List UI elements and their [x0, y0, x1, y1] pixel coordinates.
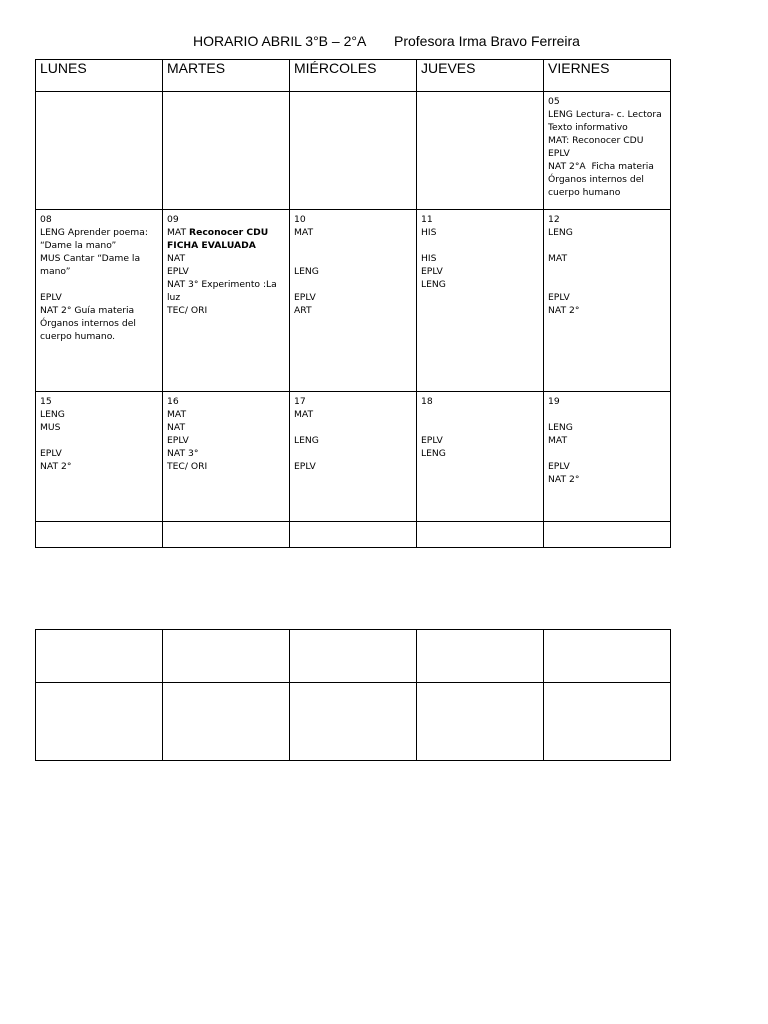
- header-cell-martes: [163, 60, 290, 92]
- cell-line: EPLV: [548, 292, 570, 303]
- header-row: [36, 60, 671, 92]
- header-cell-viernes: [544, 60, 671, 92]
- cell-line: LENG: [421, 279, 446, 290]
- cell-line: [294, 447, 412, 460]
- bold-note: FICHA EVALUADA: [167, 240, 256, 251]
- cell-line: MUS: [40, 422, 61, 433]
- day-label: VIERNES: [548, 60, 610, 76]
- cell-line: NAT 2° Guía materia: [40, 305, 135, 316]
- empty-cell: [290, 92, 417, 210]
- empty-cell: [163, 683, 290, 761]
- cell-line: NAT: [167, 422, 186, 433]
- cell-line: LENG Aprender poema:: [40, 227, 148, 238]
- cell-line: EPLV: [548, 148, 570, 159]
- cell-line: NAT 2°A Ficha materia: [548, 161, 654, 172]
- cell-line: HIS: [421, 227, 437, 238]
- empty-cell: [417, 522, 544, 548]
- cell-line: [294, 252, 412, 265]
- cell-line: EPLV: [294, 461, 316, 472]
- cell-line: NAT 2°: [548, 305, 580, 316]
- cell-line: HIS: [421, 253, 437, 264]
- cell-line: mano”: [40, 266, 71, 277]
- cell-line: “Dame la mano”: [40, 240, 117, 251]
- cell-line: [548, 239, 666, 252]
- date-number: 15: [40, 396, 52, 407]
- cell-line: EPLV: [294, 292, 316, 303]
- cell-line: LENG: [294, 435, 319, 446]
- date-number: 18: [421, 396, 433, 407]
- header-cell-jueves: [417, 60, 544, 92]
- day-cell-08: [36, 210, 163, 392]
- cell-line: Órganos internos del: [40, 318, 136, 329]
- week-row-3: [36, 392, 671, 522]
- cell-line: NAT 3° Experimento :La: [167, 279, 277, 290]
- date-number: 10: [294, 214, 306, 225]
- cell-line: [421, 239, 539, 252]
- day-label: LUNES: [40, 60, 87, 76]
- empty-cell: [544, 630, 671, 683]
- empty-cell: [290, 683, 417, 761]
- bold-topic: Reconocer CDU: [189, 227, 269, 238]
- cell-line: luz: [167, 292, 181, 303]
- cell-line: Texto informativo: [548, 122, 628, 133]
- day-cell-17: [290, 392, 417, 522]
- cell-line: [294, 278, 412, 291]
- cell-line: NAT 3°: [167, 448, 199, 459]
- week-row-4: [36, 522, 671, 548]
- date-number: 19: [548, 396, 560, 407]
- day-cell-19: [544, 392, 671, 522]
- cell-line: EPLV: [167, 266, 189, 277]
- cell-line: MAT: [294, 409, 314, 420]
- week-row-1: [36, 92, 671, 210]
- cell-line: cuerpo humano: [548, 187, 621, 198]
- empty-cell: [544, 522, 671, 548]
- cell-line: MAT: [294, 227, 314, 238]
- day-cell-10: [290, 210, 417, 392]
- cell-line: LENG: [294, 266, 319, 277]
- cell-line: [167, 226, 285, 239]
- cell-line: [167, 239, 285, 252]
- cell-line: EPLV: [40, 292, 62, 303]
- header-cell-lunes: [36, 60, 163, 92]
- empty-cell: [417, 683, 544, 761]
- empty-cell: [36, 92, 163, 210]
- empty-cell: [417, 630, 544, 683]
- empty-cell: [290, 522, 417, 548]
- date-number: 05: [548, 96, 560, 107]
- cell-line: ART: [294, 305, 312, 316]
- cell-line: MAT: Reconocer CDU: [548, 135, 644, 146]
- cell-line: EPLV: [40, 448, 62, 459]
- cell-line: EPLV: [421, 266, 443, 277]
- cell-line: EPLV: [548, 461, 570, 472]
- cell-line: EPLV: [167, 435, 189, 446]
- cell-line: MUS Cantar “Dame la: [40, 253, 141, 264]
- cell-line: [421, 421, 539, 434]
- empty-cell: [36, 522, 163, 548]
- cell-line: cuerpo humano.: [40, 331, 116, 342]
- cell-line: MAT: [548, 253, 568, 264]
- cell-line: NAT: [167, 253, 186, 264]
- day-cell-09: [163, 210, 290, 392]
- cell-line: Órganos internos del: [548, 174, 644, 185]
- empty-table: [35, 629, 671, 761]
- empty-cell: [36, 630, 163, 683]
- empty-cell: [163, 92, 290, 210]
- subject-prefix: MAT: [167, 227, 190, 238]
- day-cell-15: [36, 392, 163, 522]
- cell-line: LENG: [548, 422, 573, 433]
- cell-line: [421, 408, 539, 421]
- schedule-table: [35, 59, 671, 548]
- date-number: 12: [548, 214, 560, 225]
- cell-line: LENG: [421, 448, 446, 459]
- schedule-title: HORARIO ABRIL 3°B – 2°A: [193, 33, 367, 49]
- header-cell-miercoles: [290, 60, 417, 92]
- day-cell-05: [544, 92, 671, 210]
- cell-line: [548, 447, 666, 460]
- day-label: MIÉRCOLES: [294, 60, 377, 76]
- cell-line: MAT: [167, 409, 187, 420]
- date-number: 17: [294, 396, 306, 407]
- empty-cell: [544, 683, 671, 761]
- cell-line: [548, 278, 666, 291]
- day-label: MARTES: [167, 60, 226, 76]
- teacher-name: Profesora Irma Bravo Ferreira: [394, 33, 580, 49]
- empty-cell: [163, 630, 290, 683]
- cell-line: LENG: [548, 227, 573, 238]
- cell-line: [294, 239, 412, 252]
- day-cell-12: [544, 210, 671, 392]
- cell-line: EPLV: [421, 435, 443, 446]
- cell-line: [548, 265, 666, 278]
- cell-line: MAT: [548, 435, 568, 446]
- cell-line: NAT 2°: [40, 461, 72, 472]
- day-label: JUEVES: [421, 60, 476, 76]
- cell-line: [294, 421, 412, 434]
- date-number: 11: [421, 214, 433, 225]
- cell-line: LENG: [40, 409, 65, 420]
- empty-row: [36, 630, 671, 683]
- date-number: 09: [167, 214, 179, 225]
- cell-line: [548, 408, 666, 421]
- date-number: 16: [167, 396, 179, 407]
- cell-line: [40, 278, 158, 291]
- cell-line: LENG Lectura- c. Lectora: [548, 109, 662, 120]
- empty-cell: [417, 92, 544, 210]
- cell-line: [40, 434, 158, 447]
- cell-line: TEC/ ORI: [167, 461, 208, 472]
- cell-line: TEC/ ORI: [167, 305, 208, 316]
- empty-cell: [36, 683, 163, 761]
- date-number: 08: [40, 214, 52, 225]
- day-cell-11: [417, 210, 544, 392]
- empty-cell: [290, 630, 417, 683]
- day-cell-18: [417, 392, 544, 522]
- empty-row: [36, 683, 671, 761]
- week-row-2: [36, 210, 671, 392]
- empty-cell: [163, 522, 290, 548]
- cell-line: NAT 2°: [548, 474, 580, 485]
- day-cell-16: [163, 392, 290, 522]
